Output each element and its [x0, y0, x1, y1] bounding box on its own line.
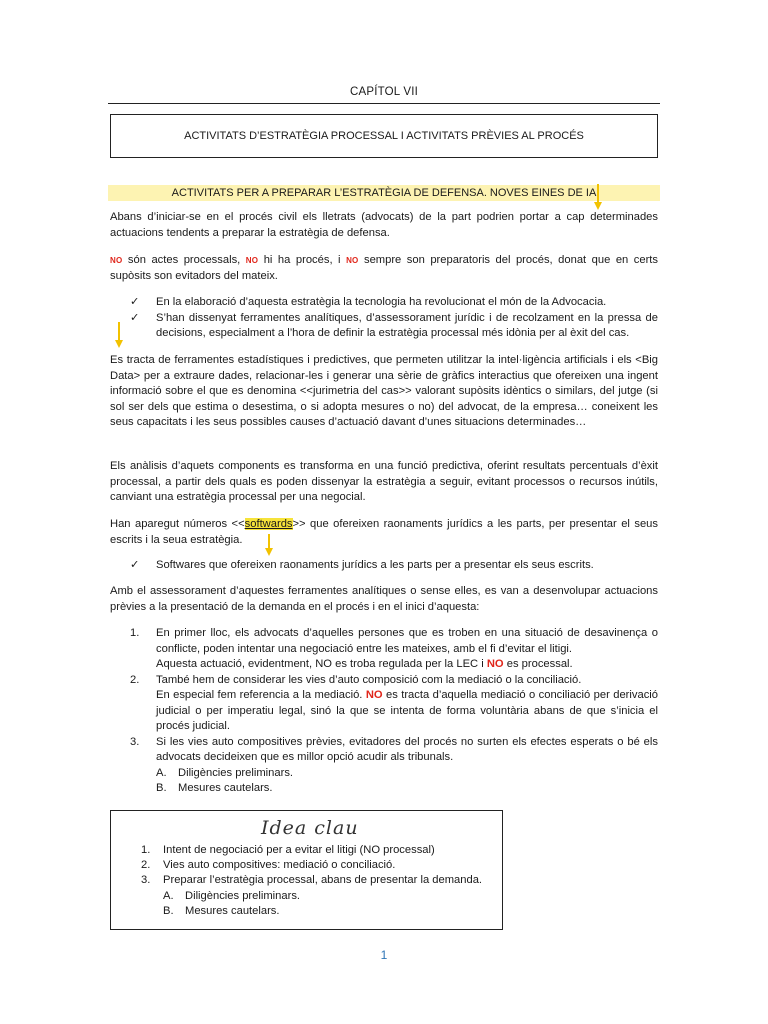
list-item: [130, 295, 658, 311]
check-icon: ✓: [130, 559, 140, 571]
no-label: NO: [486, 658, 504, 670]
list-item: [130, 626, 658, 673]
list-item-text: Mesures cautelars.: [185, 904, 280, 917]
list-number: 3.: [130, 735, 140, 748]
list-number: 2.: [141, 859, 151, 872]
list-letter: B.: [163, 904, 174, 917]
list-number: 1.: [130, 627, 140, 639]
chapter-divider: [108, 103, 660, 104]
paragraph-tools: Es tracta de ferramentes estadístiques i predictives, que permeten utilitzar la intel·ligència artificials i els <Big Data> per a extraure dades, relacionar-les i generar una sèrie de gràfics interactius que ofereixen una ingent informació sobre el que es denomina <<jurimetria del cas>> valorant supòsits idèntics o similars, del jutge (si sol ser dels que estima o desestima, o si adopta mesures o no) del advocat, de la empresa… coneixent les seus capacitats i les seus possibles causes d’actuació davant d’unes situacions determinades…: [110, 354, 658, 428]
list-item-text: Mesures cautelars.: [178, 782, 273, 794]
check-icon: ✓: [130, 296, 140, 308]
no-label: NO: [365, 689, 383, 701]
prior-actions-list: [130, 626, 658, 797]
list-item-text: Softwares que ofereixen raonaments jurídics a les parts per a presentar els seus escrits.: [156, 559, 594, 571]
paragraph-text: sempre son preparatoris del procés, donat que en certs supòsits son evitadors del mateix.: [110, 254, 659, 282]
sub-list-item: [141, 904, 501, 919]
chapter-title: ACTIVITATS D’ESTRATÈGIA PROCESSAL I ACTIVITATS PRÈVIES AL PROCÉS: [184, 130, 584, 142]
key-idea-list: [141, 843, 501, 919]
list-item-text: Vies auto compositives: mediació o conciliació.: [163, 859, 396, 872]
page-number: 1: [380, 948, 388, 962]
list-item-text: En la elaboració d’aquesta estratègia la tecnologia ha revolucionat el món de la Advocacia.: [156, 296, 607, 308]
paragraph-analysis: Els anàlisis d’aquets components es transforma en una funció predictiva, oferint resultats percentuals d’èxit processal, a partir dels quals es poden dissenyar la estratègia a seguir, evitant processos o recursos inútils, canviant una estratègia processal per una negocial.: [110, 460, 658, 503]
down-arrow-icon: [115, 322, 123, 348]
paragraph-softwares: [110, 517, 658, 548]
no-label: NO: [346, 256, 359, 265]
sub-list-item: [156, 781, 658, 797]
down-arrow-icon: [265, 534, 273, 560]
list-item-text: Aquesta actuació, evidentment, NO es troba regulada per la LEC i: [156, 658, 487, 670]
list-item: [141, 858, 501, 873]
list-item: [130, 558, 658, 574]
list-item-text: Intent de negociació per a evitar el litigi (NO processal): [163, 844, 435, 856]
list-item-note: [156, 688, 658, 735]
check-icon: ✓: [130, 311, 140, 324]
list-item: [130, 673, 658, 735]
list-item-text: S’han dissenyat ferramentes analítiques, d’assessorament jurídic i de recolzament en la pressa de decisions, especialment a l’hora de definir la estratègia processal més idònia per al èxit del cas.: [156, 311, 658, 339]
list-letter: B.: [156, 782, 167, 794]
list-item: [141, 843, 501, 858]
list-number: 1.: [141, 844, 151, 856]
list-item-text: Preparar l’estratègia processal, abans de presentar la demanda.: [163, 874, 483, 887]
paragraph-not-procedural: [110, 253, 658, 284]
section-heading: ACTIVITATS PER A PREPARAR L’ESTRATÈGIA DE DEFENSA. NOVES EINES DE IA: [171, 187, 597, 199]
checklist-softwares: [130, 558, 658, 574]
list-number: 2.: [130, 673, 140, 686]
no-label: NO: [245, 256, 259, 265]
list-item-note: [156, 657, 658, 673]
sub-list-item: [141, 889, 501, 904]
list-item-text: També hem de considerar les vies d’auto composició com la mediació o la conciliació.: [156, 673, 582, 686]
list-letter: A.: [156, 766, 167, 779]
list-item-text: Diligències preliminars.: [178, 766, 294, 779]
chapter-heading: CAPÍTOL VII: [349, 86, 419, 98]
list-item-text: En primer lloc, els advocats d’aquelles persones que es troben en una situació de desavinença o conflicte, poden intentar una negociació entre les mateixes, amb el fi d’evitar el litigi.: [156, 627, 658, 655]
paragraph-text: Han aparegut números <<: [110, 518, 245, 530]
paragraph-text: >> que ofereixen raonaments jurídics a les parts, per presentar el seus escrits i la seua estratègia.: [110, 518, 658, 546]
down-arrow-icon: [594, 184, 602, 210]
list-letter: A.: [163, 889, 174, 902]
list-item-text: Si les vies auto compositives prèvies, evitadores del procés no surten els efectes esperats o bé els advocats decideixen que es millor opció acudir als tribunals.: [156, 735, 658, 763]
list-item: [130, 735, 658, 797]
list-item-text: Diligències preliminars.: [185, 889, 301, 902]
sub-list-item: [156, 766, 658, 782]
list-item-text: es tracta d’aquella mediació o conciliació per derivació judicial o per imperatiu legal, sinó la que se intenta de forma voluntària abans de que s’inicia el procés judicial.: [156, 689, 658, 732]
list-item-text: es processal.: [503, 658, 573, 670]
no-label: NO: [110, 256, 123, 265]
list-item: [130, 311, 658, 342]
list-item-text: En especial fem referencia a la mediació.: [156, 689, 366, 701]
paragraph-intro: Abans d’iniciar-se en el procés civil els lletrats (advocats) de la part podrien portar a cap determinades actuacions tendents a preparar la estratègia de defensa.: [110, 211, 658, 239]
list-item: [141, 873, 501, 888]
key-idea-title: Idea clau: [261, 817, 359, 839]
section-heading-band: [108, 185, 660, 201]
chapter-title-box: [110, 114, 658, 158]
highlighted-term: softwards: [244, 518, 293, 530]
paragraph-prior-actions: Amb el assessorament d’aquestes ferramentes analítiques o sense elles, es van a desenvolupar actuacions prèvies a la presentació de la demanda en el procés i en el inici d’aquesta:: [110, 585, 658, 613]
paragraph-text: hi ha procés, i: [258, 254, 347, 266]
list-number: 3.: [141, 874, 151, 887]
paragraph-text: són actes processals,: [122, 254, 246, 266]
checklist-technology: [130, 295, 658, 342]
key-idea-box: [110, 810, 503, 930]
